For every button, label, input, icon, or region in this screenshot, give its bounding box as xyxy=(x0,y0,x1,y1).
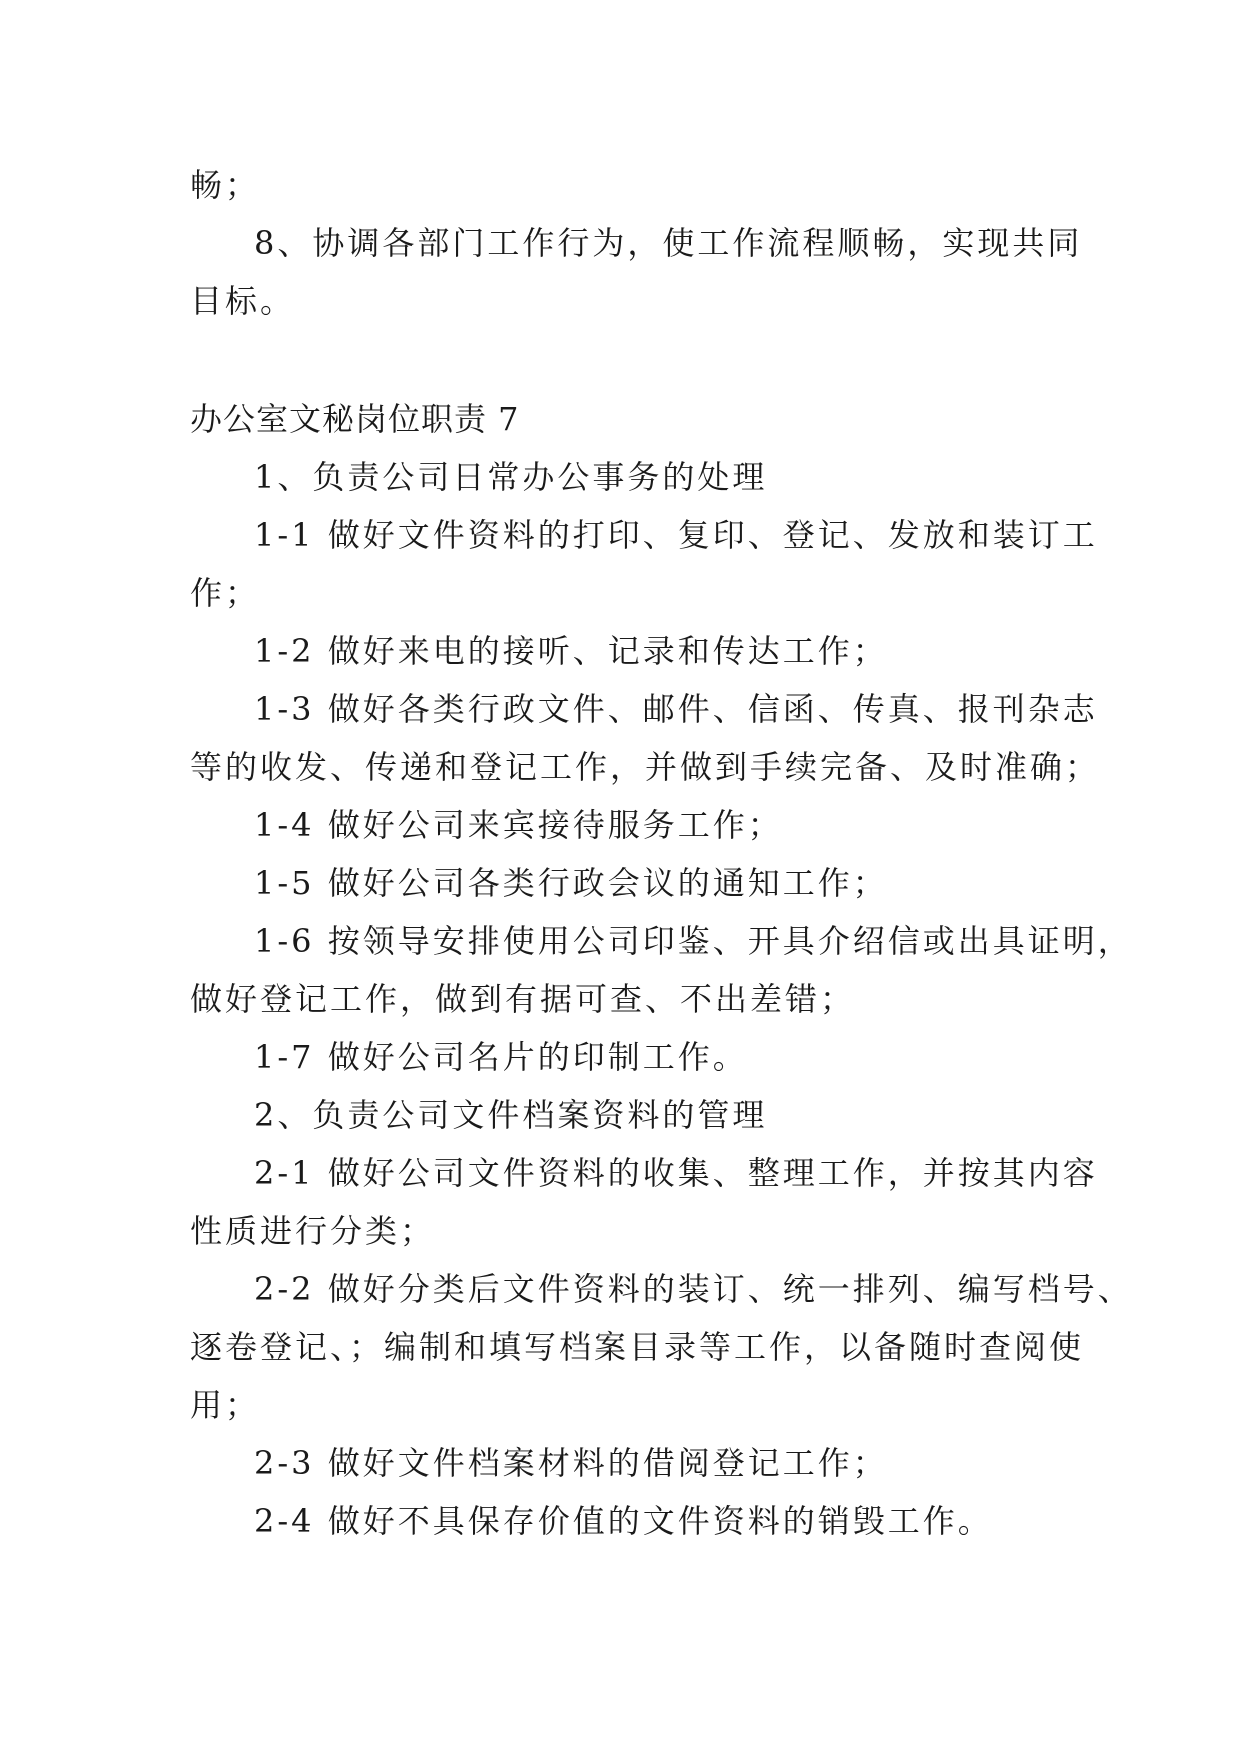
text-line: 1-3 做好各类行政文件、邮件、信函、传真、报刊杂志 xyxy=(254,690,1098,728)
text-line: 1-4 做好公司来宾接待服务工作； xyxy=(254,806,783,844)
text-line: 畅； xyxy=(190,166,261,204)
text-line: 1、负责公司日常办公事务的处理 xyxy=(254,458,768,496)
text-line: 性质进行分类； xyxy=(190,1212,436,1250)
text-line: 做好登记工作，做到有据可查、不出差错； xyxy=(190,980,856,1018)
text-line: 1-7 做好公司名片的印制工作。 xyxy=(254,1038,748,1076)
text-line: 1-6 按领导安排使用公司印鉴、开具介绍信或出具证明， xyxy=(254,922,1133,960)
text-line: 用； xyxy=(190,1386,261,1424)
text-line: 作； xyxy=(190,574,261,612)
text-line: 目标。 xyxy=(190,282,296,320)
text-line: 2-4 做好不具保存价值的文件资料的销毁工作。 xyxy=(254,1502,993,1540)
text-line: 8、协调各部门工作行为，使工作流程顺畅，实现共同 xyxy=(254,224,1083,262)
text-line: 1-5 做好公司各类行政会议的通知工作； xyxy=(254,864,888,902)
text-line: 2、负责公司文件档案资料的管理 xyxy=(254,1096,768,1134)
paragraph-group-after-heading xyxy=(190,448,1133,1550)
paragraph-group-before-heading xyxy=(190,156,1083,330)
text-line: 逐卷登记、；编制和填写档案目录等工作，以备随时查阅使 xyxy=(190,1328,1085,1366)
section-gap xyxy=(190,330,1060,390)
text-line: 1-2 做好来电的接听、记录和传达工作； xyxy=(254,632,888,670)
document-body xyxy=(190,156,1133,1550)
text-line: 1-1 做好文件资料的打印、复印、登记、发放和装订工 xyxy=(254,516,1098,554)
text-line: 等的收发、传递和登记工作，并做到手续完备、及时准确； xyxy=(190,748,1101,786)
text-line: 2-1 做好公司文件资料的收集、整理工作，并按其内容 xyxy=(254,1154,1098,1192)
text-line: 2-3 做好文件档案材料的借阅登记工作； xyxy=(254,1444,888,1482)
text-line: 2-2 做好分类后文件资料的装订、统一排列、编写档号、 xyxy=(254,1270,1133,1308)
section-heading: 办公室文秘岗位职责 7 xyxy=(190,400,520,438)
